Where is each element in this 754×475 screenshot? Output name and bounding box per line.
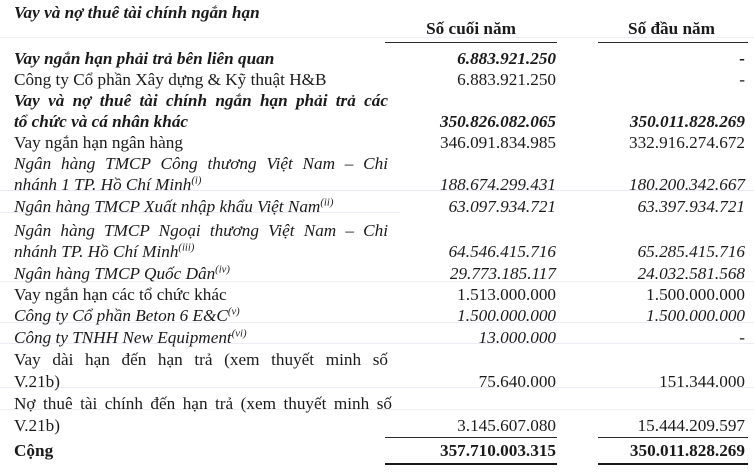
total-label: Cộng (14, 441, 54, 460)
total-value-end-of-year: 357.710.003.315 (439, 441, 556, 460)
row-label (14, 327, 386, 348)
total-bottom-rule-col1 (385, 463, 557, 465)
row-label: Vay ngắn hạn các tổ chức khác (14, 285, 227, 304)
footnote-marker: (iv) (215, 264, 230, 276)
row-label-text: nhánh TP. Hồ Chí Minh (14, 242, 179, 261)
row-label: Vay ngắn hạn phải trả bên liên quan (14, 49, 275, 68)
row-value-beginning-of-year: 65.285.415.716 (637, 242, 745, 261)
total-top-rule-col2 (598, 437, 748, 438)
row-label-text: Ngân hàng TMCP Quốc Dân (14, 264, 216, 283)
row-label (14, 220, 388, 241)
row-label-line-2: V.21b) (14, 416, 60, 435)
footnote-marker: (iii) (178, 242, 195, 254)
scan-artifact-line (0, 190, 754, 191)
scan-artifact-line (0, 37, 754, 38)
row-value-beginning-of-year: 350.011.828.269 (629, 112, 745, 131)
scan-artifact-line (0, 281, 754, 282)
row-value-beginning-of-year: 151.344.000 (659, 372, 745, 391)
row-label-line-1: Nợ thuê tài chính đến hạn trả (xem thuyết minh số (14, 394, 392, 413)
row-value-beginning-of-year: 1.500.000.000 (646, 306, 745, 325)
row-label (14, 349, 388, 370)
row-label-line-1: Ngân hàng TMCP Công thương Việt Nam – Chi (14, 154, 388, 173)
scan-artifact-line (0, 387, 754, 388)
row-value-end-of-year: 346.091.834.985 (439, 133, 556, 152)
row-value-beginning-of-year: 63.397.934.721 (637, 197, 745, 216)
row-value-end-of-year: 1.513.000.000 (457, 285, 556, 304)
row-label-text: Công ty TNHH New Equipment (14, 328, 232, 347)
header-rule-col1 (385, 42, 557, 43)
scan-artifact-line (0, 409, 754, 410)
row-value-beginning-of-year: 15.444.209.597 (637, 416, 745, 435)
row-value-beginning-of-year: 180.200.342.667 (628, 175, 745, 194)
row-label-line-1: Vay và nợ thuê tài chính ngắn hạn phải trả các (14, 91, 388, 110)
row-label (14, 393, 392, 414)
row-label-text: Công ty Cổ phần Beton 6 E&C (14, 306, 228, 325)
row-label-line-2: tổ chức và cá nhân khác (14, 112, 189, 131)
footnote-marker: (i) (191, 175, 202, 187)
row-value-beginning-of-year: 24.032.581.568 (637, 264, 745, 283)
row-value-end-of-year: 6.883.921.250 (457, 70, 556, 89)
row-label-line-1: Vay dài hạn đến hạn trả (xem thuyết minh số (14, 350, 388, 369)
footnote-marker: (ii) (320, 197, 334, 209)
total-value-beginning-of-year: 350.011.828.269 (629, 441, 745, 460)
column-header-beginning-of-year: Số đầu năm (628, 19, 715, 38)
row-value-end-of-year: 64.546.415.716 (448, 242, 556, 261)
section-title: Vay và nợ thuê tài chính ngắn hạn (14, 3, 260, 22)
row-label-line-2 (14, 174, 386, 195)
row-label-line-1: Ngân hàng TMCP Ngoại thương Việt Nam – Chi (14, 221, 388, 240)
scan-artifact-line (0, 343, 754, 344)
row-value-end-of-year: 29.773.185.117 (449, 264, 556, 283)
row-value-beginning-of-year: - (739, 70, 745, 89)
row-label-text: Ngân hàng TMCP Xuất nhập khẩu Việt Nam (14, 197, 321, 216)
total-bottom-rule-col2 (598, 463, 748, 465)
row-value-end-of-year: 75.640.000 (478, 372, 556, 391)
row-label (14, 90, 388, 111)
row-label: Vay ngắn hạn ngân hàng (14, 133, 183, 152)
row-label (14, 196, 386, 217)
row-label (14, 153, 388, 174)
row-value-beginning-of-year: - (739, 49, 745, 68)
row-value-end-of-year: 1.500.000.000 (457, 306, 556, 325)
row-value-beginning-of-year: 332.916.274.672 (628, 133, 745, 152)
footnote-marker: (vi) (231, 328, 247, 340)
footnote-marker: (v) (227, 306, 240, 318)
scan-artifact-line (0, 322, 754, 323)
row-value-end-of-year: 63.097.934.721 (448, 197, 556, 216)
scan-artifact-line (0, 212, 400, 213)
row-value-end-of-year: 3.145.607.080 (457, 416, 556, 435)
column-header-end-of-year: Số cuối năm (426, 19, 516, 38)
row-value-beginning-of-year: 1.500.000.000 (646, 285, 745, 304)
row-label-text: nhánh 1 TP. Hồ Chí Minh (14, 175, 192, 194)
row-label-line-2: V.21b) (14, 372, 60, 391)
row-value-end-of-year: 350.826.082.065 (439, 112, 556, 131)
total-top-rule-col1 (385, 437, 557, 438)
row-value-end-of-year: 6.883.921.250 (457, 49, 556, 68)
row-value-beginning-of-year: - (739, 328, 745, 347)
header-rule-col2 (598, 42, 748, 43)
row-value-end-of-year: 13.000.000 (478, 328, 556, 347)
row-label-line-2 (14, 241, 386, 262)
row-label: Công ty Cổ phần Xây dựng & Kỹ thuật H&B (14, 70, 327, 89)
row-value-end-of-year: 188.674.299.431 (439, 175, 556, 194)
